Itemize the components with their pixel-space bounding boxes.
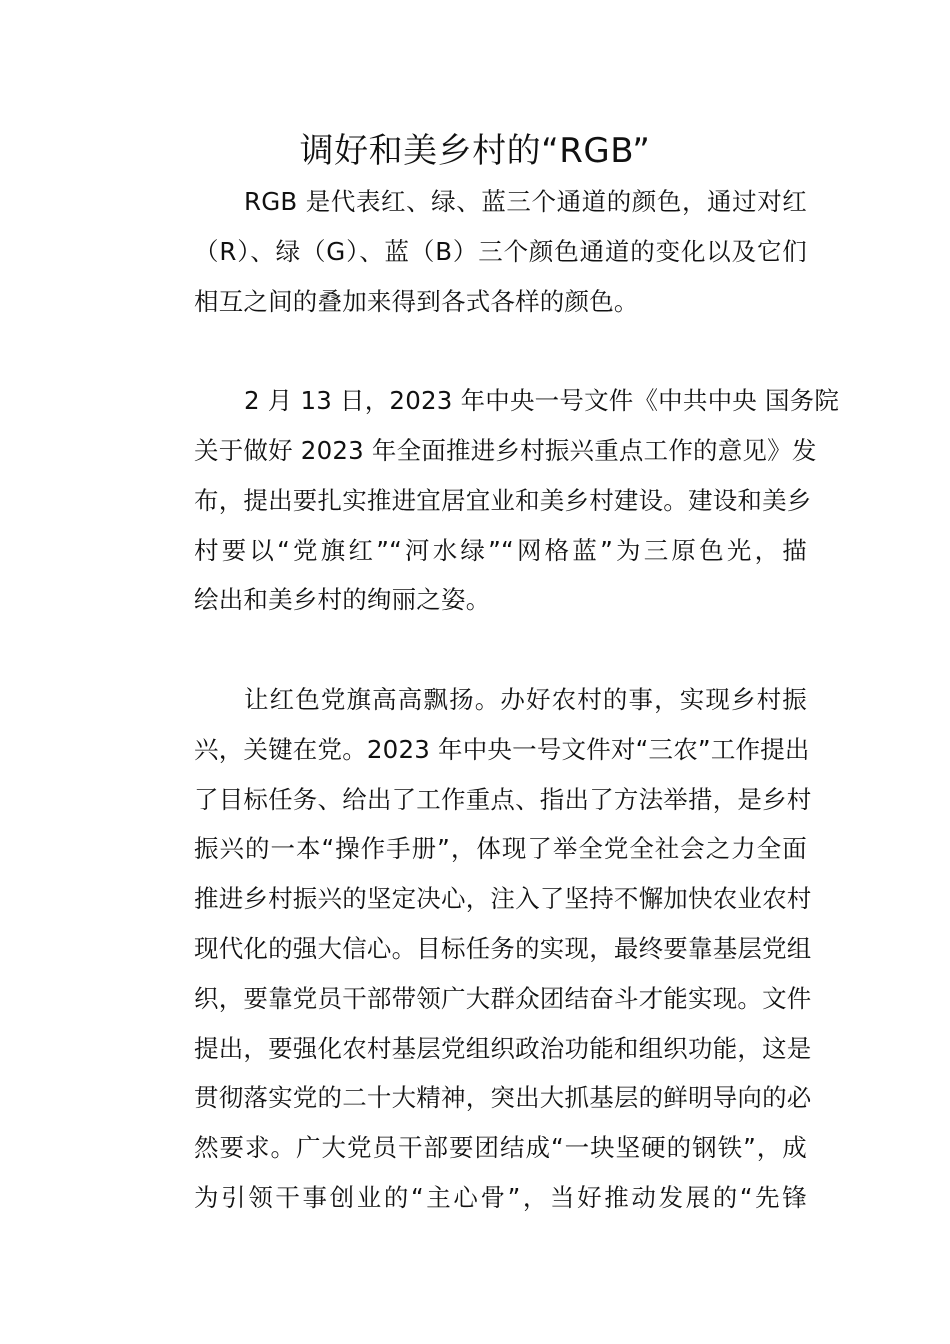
paragraph-spacer <box>145 326 807 376</box>
text-line: 绘出和美乡村的绚丽之姿。 <box>194 585 491 615</box>
paragraph-red-party-flag <box>145 675 812 1223</box>
text-line: 然要求。广大党员干部要团结成“一块坚硬的钢铁”，成 <box>194 1133 807 1163</box>
text-line: 了目标任务、给出了工作重点、指出了方法举措，是乡村 <box>194 784 812 814</box>
text-line: 相互之间的叠加来得到各式各样的颜色。 <box>194 286 639 316</box>
document-body <box>145 177 840 1223</box>
text-line: 布，提出要扎实推进宜居宜业和美乡村建设。建设和美乡 <box>194 485 812 515</box>
text-line: RGB 是代表红、绿、蓝三个通道的颜色，通过对红 <box>244 187 807 216</box>
text-line: 2 月 13 日，2023 年中央一号文件《中共中央 国务院 <box>244 386 840 416</box>
text-line: （R）、绿（G）、蓝（B）三个颜色通道的变化以及它们 <box>194 236 807 266</box>
paragraph-spacer <box>145 625 807 675</box>
paragraph-central-document <box>145 376 840 625</box>
text-line: 贯彻落实党的二十大精神，突出大抓基层的鲜明导向的必 <box>194 1083 812 1113</box>
text-line: 织，要靠党员干部带领广大群众团结奋斗才能实现。文件 <box>194 983 812 1013</box>
text-line: 现代化的强大信心。目标任务的实现，最终要靠基层党组 <box>194 933 812 963</box>
text-line: 提出，要强化农村基层党组织政治功能和组织功能，这是 <box>194 1033 812 1063</box>
text-line: 推进乡村振兴的坚定决心，注入了坚持不懈加快农业农村 <box>194 884 812 914</box>
text-line: 村要以“党旗红”“河水绿”“网格蓝”为三原色光，描 <box>194 535 807 565</box>
paragraph-rgb-definition <box>145 177 807 326</box>
text-line: 为引领干事创业的“主心骨”，当好推动发展的“先锋 <box>194 1182 807 1212</box>
text-line: 关于做好 2023 年全面推进乡村振兴重点工作的意见》发 <box>194 435 817 465</box>
document-title: 调好和美乡村的“RGB” <box>299 131 651 171</box>
text-line: 兴，关键在党。2023 年中央一号文件对“三农”工作提出 <box>194 734 810 764</box>
text-line: 振兴的一本“操作手册”，体现了举全党全社会之力全面 <box>194 834 807 864</box>
text-line: 让红色党旗高高飘扬。办好农村的事，实现乡村振 <box>244 684 807 714</box>
